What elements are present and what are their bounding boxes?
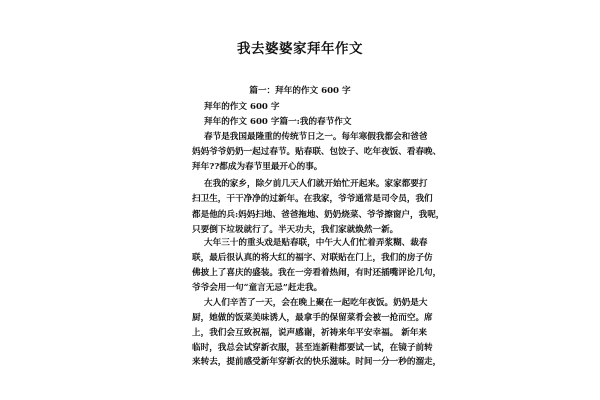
paragraph-line: 只要倒下垃圾就行了。半天功夫，我们家就焕然一新。 [192, 225, 399, 235]
paragraph-line: 拜年??都成为春节里最开心的事。 [192, 162, 323, 172]
paragraph-line: 爷爷会用一句“童言无忌”赶走我。 [192, 283, 323, 293]
paragraph-line: 大人们辛苦了一天，会在晚上聚在一起吃年夜饭。奶奶是大 [204, 298, 428, 308]
paragraph-line: 拜年的作文 600 字篇一:我的春节作文 [204, 117, 352, 127]
paragraph-line: 妈妈爷爷奶奶一起过春节。贴春联、包饺子、吃年夜饭、看春晚、 [192, 147, 442, 157]
paragraph-line: 联，最后很认真的将大红的福字、对联贴在门上，我们的房子仿 [192, 253, 433, 263]
paragraph-line: 大年三十的重头戏是贴春联，中午大人们忙着弄浆糊、裁春 [204, 238, 428, 248]
paragraph-line: 临时，我总会试穿新衣服，甚至连新鞋都要试一试，在镜子前转 [192, 343, 433, 353]
paragraph-line: 佛披上了喜庆的盛装。我在一旁看着热闹，有时还插嘴评论几句， [192, 268, 442, 278]
paragraph-line: 来转去，提前感受新年穿新衣的快乐滋味。时间一分一秒的溜走， [192, 357, 442, 367]
paragraph-line: 都是他的兵:妈妈扫地、爸爸拖地、奶奶烧菜、爷爷擦窗户，我呢， [192, 210, 445, 220]
paragraph-line: 在我的家乡，除夕前几天人们就开始忙开起来。家家都要打 [204, 179, 428, 189]
document-title: 我去婆婆家拜年作文 [237, 41, 363, 57]
paragraph-line: 厨，她做的饭菜美味诱人，最拿手的保留菜肴会被一抢而空。席 [192, 313, 433, 323]
section-subtitle: 篇一：拜年的作文 600 字 [249, 86, 351, 96]
paragraph-line: 拜年的作文 600 字 [204, 102, 280, 112]
paragraph-line: 春节是我国最隆重的传统节日之一。每年寒假我都会和爸爸 [204, 132, 428, 142]
paragraph-line: 上，我们会互致祝福，说声感谢，祈祷来年平安幸福。 新年来 [192, 328, 428, 338]
paragraph-line: 扫卫生，干干净净的过新年。在我家，爷爷通常是司令员，我们 [192, 194, 433, 204]
